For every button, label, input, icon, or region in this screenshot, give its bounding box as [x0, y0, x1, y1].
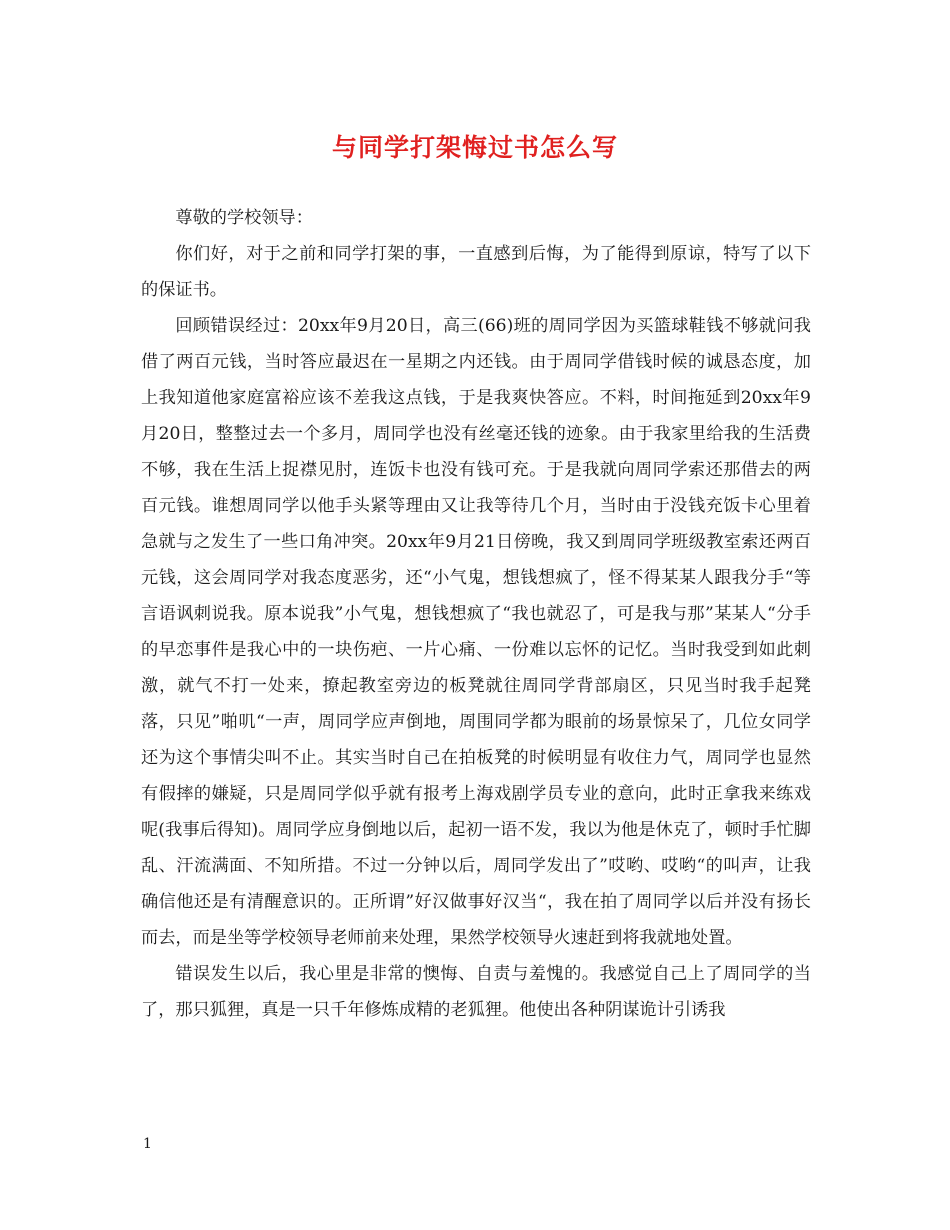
reflection-paragraph: 错误发生以后，我心里是非常的懊悔、自责与羞愧的。我感觉自己上了周同学的当了，那只狐狸，真是一只千年修炼成精的老狐狸。他使出各种阴谋诡计引诱我: [141, 964, 811, 1020]
page-number: 1: [143, 1136, 152, 1152]
salutation-paragraph: 尊敬的学校领导：: [175, 208, 313, 228]
document-body: [141, 200, 811, 1028]
document-title: 与同学打架悔过书怎么写: [331, 133, 618, 162]
greeting-paragraph: 你们好，对于之前和同学打架的事，一直感到后悔，为了能得到原谅，特写了以下的保证书。: [141, 244, 811, 300]
incident-review-paragraph: 回顾错误经过：20xx年9月20日，高三(66)班的周同学因为买篮球鞋钱不够就问我借了两百元钱，当时答应最迟在一星期之内还钱。由于周同学借钱时候的诚恳态度，加上我知道他家庭富裕应该不差我这点钱，于是我爽快答应。不料，时间拖延到20xx年9月20日，整整过去一个多月，周同学也没有丝毫还钱的迹象。由于我家里给我的生活费不够，我在生活上捉襟见肘，连饭卡也没有钱可充。于是我就向周同学索还那借去的两百元钱。谁想周同学以他手头紧等理由又让我等待几个月，当时由于没钱充饭卡心里着急就与之发生了一些口角冲突。20xx年9月21日傍晚，我又到周同学班级教室索还两百元钱，这会周同学对我态度恶劣，还“小气鬼，想钱想疯了，怪不得某某人跟我分手“等言语讽刺说我。原本说我”小气鬼，想钱想疯了“我也就忍了，可是我与那”某某人“分手的早恋事件是我心中的一块伤疤、一片心痛、一份难以忘怀的记忆。当时我受到如此刺激，就气不打一处来，撩起教室旁边的板凳就往周同学背部扇区，只见当时我手起凳落，只见”啪叽“一声，周同学应声倒地，周围同学都为眼前的场景惊呆了，几位女同学还为这个事情尖叫不止。其实当时自己在拍板凳的时候明显有收住力气，周同学也显然有假摔的嫌疑，只是周同学似乎就有报考上海戏剧学员专业的意向，此时正拿我来练戏呢(我事后得知)。周同学应身倒地以后，起初一语不发，我以为他是休克了，顿时手忙脚乱、汗流满面、不知所措。不过一分钟以后，周同学发出了”哎哟、哎哟“的叫声，让我确信他还是有清醒意识的。正所谓”好汉做事好汉当“，我在拍了周同学以后并没有扬长而去，而是坐等学校领导老师前来处理，果然学校领导火速赶到将我就地处置。: [141, 316, 811, 948]
